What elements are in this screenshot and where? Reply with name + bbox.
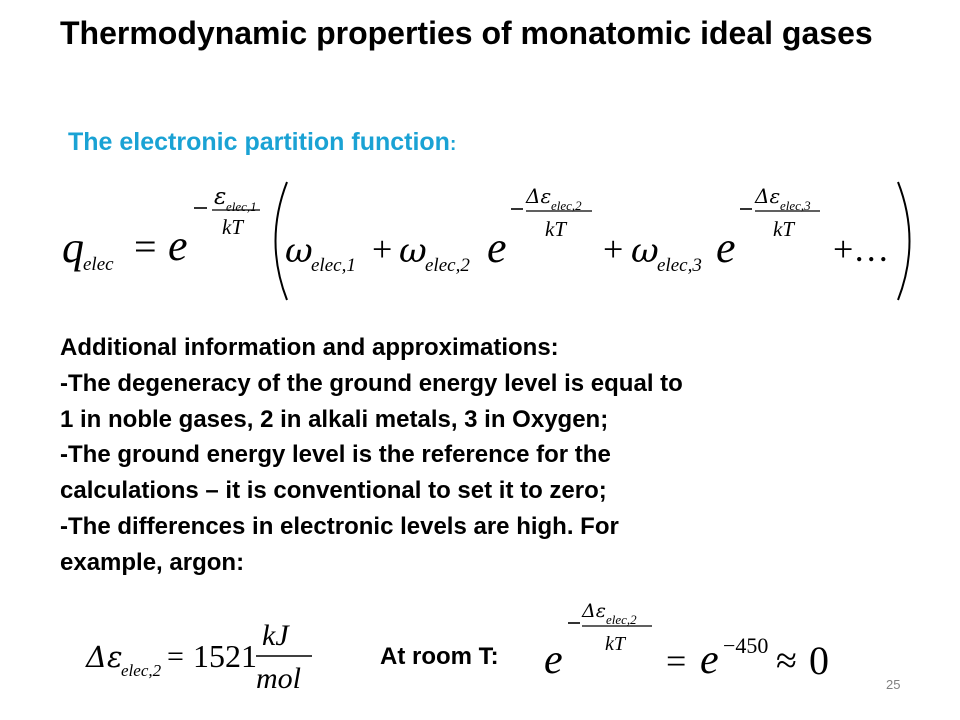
body-text xyxy=(60,330,930,581)
kT-3: kT xyxy=(773,217,794,241)
room-kT: kT xyxy=(605,633,625,655)
kT-1: kT xyxy=(222,215,243,239)
body-line: -The differences in electronic levels are high. For xyxy=(60,512,619,540)
body-line-heading: Additional information and approximations: xyxy=(60,334,559,361)
series-tail: +… xyxy=(833,229,890,269)
argon-delta-epsilon-subscript: elec,2 xyxy=(121,661,162,680)
omega-1-subscript: elec,1 xyxy=(311,255,356,276)
subtitle-colon: : xyxy=(449,134,457,155)
exp-base-1: e xyxy=(168,221,188,270)
unit-denominator: mol xyxy=(256,662,301,695)
kT-2: kT xyxy=(545,217,566,241)
room-delta-epsilon-subscript: elec,2 xyxy=(606,612,637,627)
right-paren xyxy=(898,182,910,300)
body-line: -The ground energy level is the reference for the xyxy=(60,441,611,469)
room-delta-epsilon: Δε xyxy=(582,600,606,622)
body-line: 1 in noble gases, 2 in alkali metals, 3 in Oxygen; xyxy=(60,405,609,433)
delta-epsilon-2: Δε xyxy=(526,184,552,208)
page-number: 25 xyxy=(886,677,901,692)
body-line: calculations – it is conventional to set it to zero; xyxy=(60,477,607,505)
plus-2: + xyxy=(603,229,624,269)
exp-base-3: e xyxy=(716,223,736,272)
argon-energy-equation xyxy=(0,600,360,710)
plus-1: + xyxy=(372,229,393,269)
delta-epsilon-3-subscript: elec,3 xyxy=(780,198,811,213)
room-temperature-equation xyxy=(530,600,850,700)
omega-2: ω xyxy=(399,231,427,271)
argon-value: 1521 xyxy=(193,638,257,674)
subtitle-text: The electronic partition function xyxy=(68,128,450,156)
room-exp-base: e xyxy=(544,637,563,683)
partition-function-equation xyxy=(0,0,960,320)
page-title: Thermodynamic properties of monatomic ideal gases xyxy=(60,15,873,51)
equals-sign: = xyxy=(134,224,157,269)
delta-epsilon-3: Δε xyxy=(755,184,781,208)
q-symbol: q xyxy=(62,223,84,272)
room-rhs-base: e xyxy=(700,637,719,683)
body-line: -The degeneracy of the ground energy level is equal to xyxy=(60,369,683,397)
room-zero: 0 xyxy=(809,638,829,683)
epsilon-1-subscript: elec,1 xyxy=(226,199,257,214)
delta-epsilon-2-subscript: elec,2 xyxy=(551,198,582,213)
room-equals: = xyxy=(666,641,687,681)
omega-1: ω xyxy=(285,231,313,271)
omega-2-subscript: elec,2 xyxy=(425,255,470,276)
body-line: example, argon: xyxy=(60,548,245,576)
exp-base-2: e xyxy=(487,223,507,272)
omega-3-subscript: elec,3 xyxy=(657,255,702,276)
omega-3: ω xyxy=(631,231,659,271)
argon-delta-epsilon: Δε xyxy=(86,640,123,674)
unit-numerator: kJ xyxy=(262,619,289,652)
argon-equals: = xyxy=(167,640,184,673)
epsilon-1: ε xyxy=(214,184,227,210)
room-temperature-label: At room T: xyxy=(380,643,499,670)
approx-sign: ≈ xyxy=(776,640,797,682)
q-subscript: elec xyxy=(83,254,114,275)
room-rhs-exponent: −450 xyxy=(723,633,769,658)
